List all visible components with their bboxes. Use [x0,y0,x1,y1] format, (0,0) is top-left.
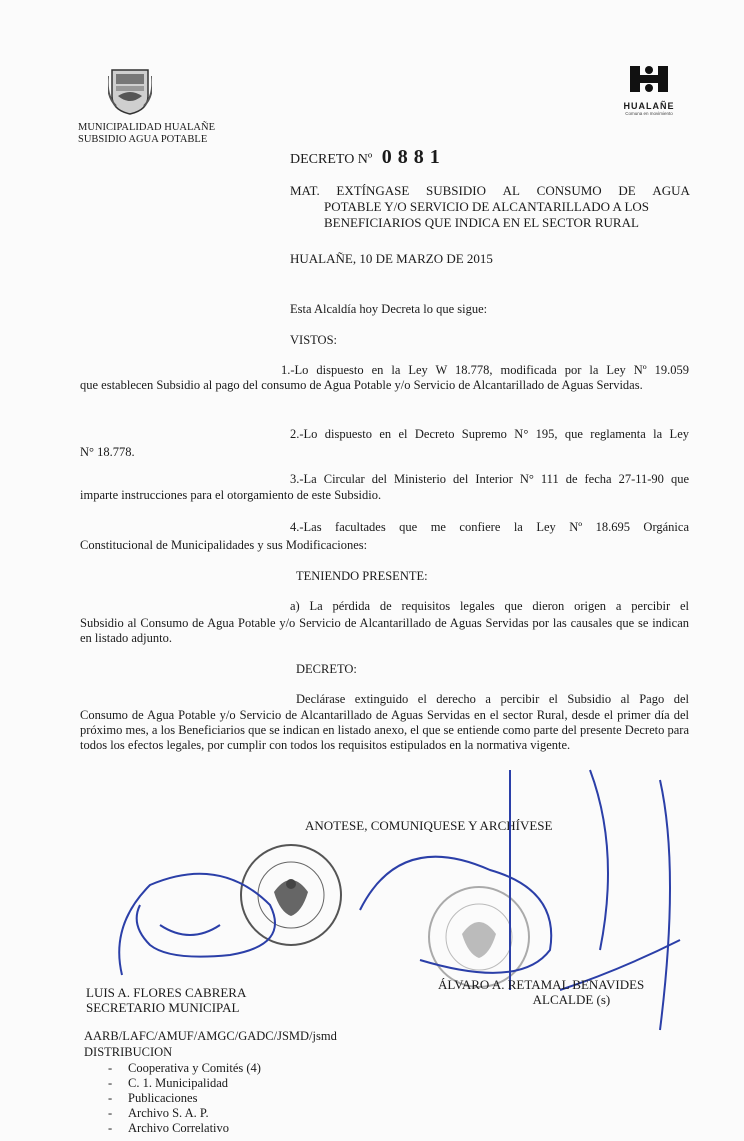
vistos-item-3-rest: imparte instrucciones para el otorgamiento de este Subsidio. [80,488,382,502]
decree-label: DECRETO Nº [290,152,373,167]
org-department: SUBSIDIO AGUA POTABLE [78,134,208,145]
vistos-item-2-first: 2.-Lo dispuesto en el Decreto Supremo N° 195, que reglamenta la Ley [290,427,689,441]
municipal-crest-icon [108,66,152,116]
hualane-logo [622,64,676,114]
subject-line-1 [290,183,690,199]
right-signer [438,977,644,1007]
distribution-item: - C. 1. Municipalidad [80,1076,261,1091]
decree-number-line [290,146,446,169]
left-signer-title: SECRETARIO MUNICIPAL [86,1000,240,1015]
org-header [78,122,215,146]
logo-tagline: Comuna en movimiento [625,111,673,116]
teniendo-a-rest: Subsidio al Consumo de Agua Potable y/o Servicio de Alcantarillado de Aguas Servidas por las causales que se indican en listado adjunto. [80,616,689,645]
place-date: HUALAÑE, 10 DE MARZO DE 2015 [290,251,493,266]
handwritten-signature-icon [360,760,690,1055]
distribution-item: - Publicaciones [80,1091,261,1106]
subject-line-2: POTABLE Y/O SERVICIO DE ALCANTARILLADO A LOS [324,199,650,214]
decreto-body-rest: Consumo de Agua Potable y/o Servicio de Alcantarillado de Aguas Servidas en el sector Rural, desde el primer día del próximo mes, a los Beneficiarios que se indican en listado anexo, el que se entiende como parte del presente Decreto para todos los efectos legales, por cumplir con todos los requisitos estipulados en la normativa vigente. [80,708,689,752]
vistos-item-1-first: 1.-Lo dispuesto en la Ley W 18.778, modificada por la Ley Nº 19.059 [281,363,689,377]
decreto-heading: DECRETO: [296,662,357,676]
org-name: MUNICIPALIDAD HUALAÑE [78,122,215,133]
vistos-item-1-rest: que establecen Subsidio al pago del consumo de Agua Potable y/o Servicio de Alcantarillado de Aguas Servidas. [80,378,643,392]
teniendo-a-first: a) La pérdida de requisitos legales que dieron origen a percibir el [290,599,689,613]
left-signer [86,985,246,1015]
subject-word: AL [502,183,520,198]
intro-text: Esta Alcaldía hoy Decreta lo que sigue: [290,302,488,316]
vistos-item-2-rest: N° 18.778. [80,445,135,459]
right-signer-title: ALCALDE (s) [532,992,611,1007]
subject-line-3: BENEFICIARIOS QUE INDICA EN EL SECTOR RURAL [324,215,639,230]
vistos-item-3-first: 3.-La Circular del Ministerio del Interior N° 111 de fecha 27-11-90 que [290,472,689,486]
decreto-body-first: Declárase extinguido el derecho a percibir el Subsidio al Pago del [296,692,689,706]
logo-name: HUALAÑE [623,101,675,111]
vistos-heading: VISTOS: [290,333,338,347]
decree-number: 0881 [381,146,446,168]
decree-subject [290,183,690,231]
subject-word: SUBSIDIO [426,183,486,198]
distribution-list [80,1061,261,1136]
distribution-item: - Archivo Correlativo [80,1121,261,1136]
vistos-item-4-rest: Constitucional de Municipalidades y sus Modificaciones: [80,538,368,552]
subject-word: AGUA [652,183,690,198]
subject-word: CONSUMO [536,183,602,198]
left-signer-name: LUIS A. FLORES CABRERA [86,985,247,1000]
subject-word: DE [618,183,636,198]
handwritten-signature-icon [110,865,310,990]
hualane-logo-icon [626,64,672,94]
subject-word: EXTÍNGASE [336,183,410,198]
closing-text: ANOTESE, COMUNIQUESE Y ARCHÍVESE [305,818,553,833]
distribution-label: DISTRIBUCION [84,1045,173,1059]
distribution-item: - Archivo S. A. P. [80,1106,261,1121]
right-signer-name: ÁLVARO A. RETAMAL BENAVIDES [438,977,645,992]
teniendo-heading: TENIENDO PRESENTE: [296,569,428,583]
initials-line: AARB/LAFC/AMUF/AMGC/GADC/JSMD/jsmd [84,1029,337,1043]
distribution-item: - Cooperativa y Comités (4) [80,1061,261,1076]
vistos-item-4-first: 4.-Las facultades que me confiere la Ley Nº 18.695 Orgánica [290,520,689,534]
subject-prefix: MAT. [290,183,320,198]
